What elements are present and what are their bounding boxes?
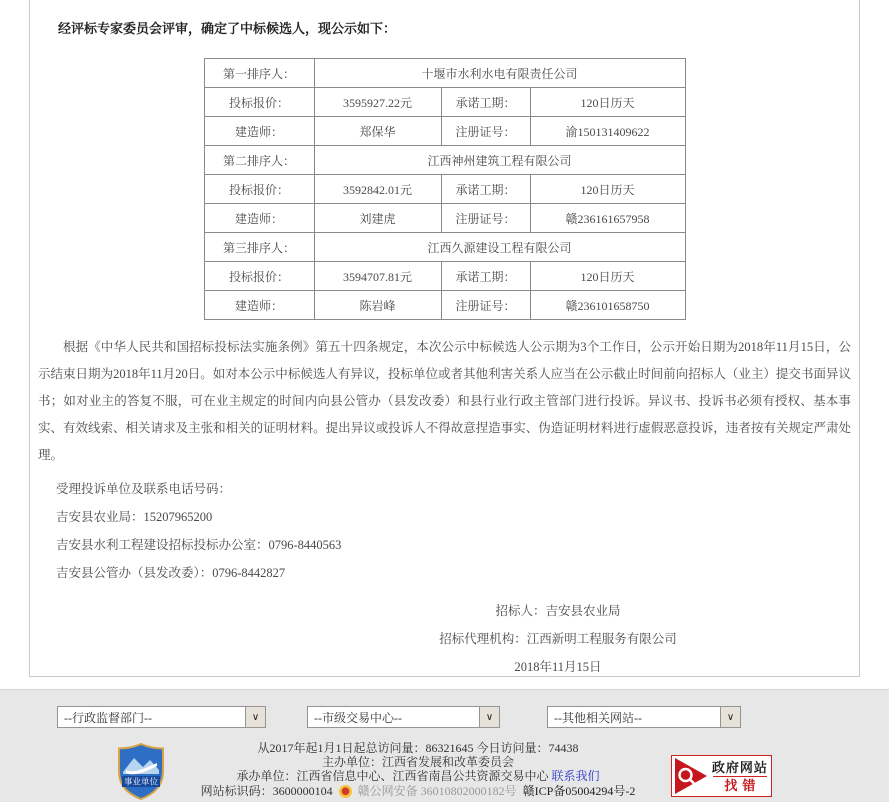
dropdown-value: --其他相关网站-- (554, 710, 642, 725)
company-cell: 十堰市水利水电有限责任公司 (314, 59, 685, 88)
organizer-line (201, 769, 636, 783)
gov-badge-title: 政府网站 (711, 759, 768, 775)
complaint-contact: 吉安县农业局：15207965200 (56, 510, 213, 524)
police-record-link[interactable]: 赣公网安备 36010802000182号 (357, 784, 517, 798)
builder-cell: 郑保华 (314, 117, 441, 146)
table-row (204, 117, 685, 146)
company-cell: 江西久源建设工程有限公司 (314, 233, 685, 262)
period-cell: 120日历天 (530, 88, 685, 117)
table-row (204, 88, 685, 117)
complaints-title: 受理投诉单位及联系电话号码： (56, 482, 232, 496)
complaint-contact: 吉安县水利工程建设招标投标办公室：0796-8440563 (56, 538, 342, 552)
footer-info (201, 741, 636, 798)
find-error-magnifier-icon (674, 757, 708, 795)
icp-record: 赣ICP备05004294号-2 (522, 784, 636, 798)
dropdown-related-sites[interactable] (547, 706, 741, 728)
candidates-table (204, 58, 686, 320)
gov-site-error-badge[interactable] (671, 755, 772, 797)
chevron-down-icon: ∨ (245, 707, 265, 727)
rank-label-cell: 第一排序人： (204, 59, 314, 88)
complaint-contact: 吉安县公管办（县发改委）：0796-8442827 (56, 566, 286, 580)
host-unit: 主办单位：江西省发展和改革委员会 (321, 755, 514, 769)
cert-cell: 渝150131409622 (530, 117, 685, 146)
signature-block (343, 597, 773, 681)
cert-label-cell: 注册证号： (441, 204, 530, 233)
date-line: 2018年11月15日 (514, 660, 602, 674)
organizer-unit: 承办单位：江西省信息中心、江西省南昌公共资源交易中心 (236, 769, 549, 783)
agency-line: 招标代理机构：江西新明工程服务有限公司 (439, 632, 677, 646)
period-cell: 120日历天 (530, 175, 685, 204)
cert-cell: 赣236101658750 (530, 291, 685, 320)
site-footer (0, 689, 889, 802)
builder-cell: 陈岩峰 (314, 291, 441, 320)
dropdown-admin-supervision[interactable] (57, 706, 266, 728)
dropdown-value: --行政监督部门-- (64, 710, 152, 725)
price-label-cell: 投标报价： (204, 262, 314, 291)
builder-label-cell: 建造师： (204, 291, 314, 320)
contact-us-link[interactable]: 联系我们 (551, 769, 600, 783)
price-cell: 3592842.01元 (314, 175, 441, 204)
price-cell: 3594707.81元 (314, 262, 441, 291)
chevron-down-icon: ∨ (479, 707, 499, 727)
chevron-down-icon: ∨ (720, 707, 740, 727)
price-cell: 3595927.22元 (314, 88, 441, 117)
records-line (201, 784, 636, 798)
period-label-cell: 承诺工期： (441, 262, 530, 291)
period-label-cell: 承诺工期： (441, 88, 530, 117)
footer-main (0, 741, 889, 800)
cert-cell: 赣236161657958 (530, 204, 685, 233)
period-cell: 120日历天 (530, 262, 685, 291)
notice-paragraph: 根据《中华人民共和国招标投标法实施条例》第五十四条规定，本次公示中标候选人公示期为3个工作日，公示开始日期为2018年11月15日，公示结束日期为2018年11月20日。如对本公示中标候选人有异议，投标单位或者其他利害关系人应当在公示截止时间前向招标人（业主）提交书面异议书；如对业主的答复不服，可在业主规定的时间内向县公管办（县发改委）和县行业行政主管部门进行投诉。异议书、投诉书必须有授权、基本事实、有效线索、相关请求及主张和相关的证明材料。提出异议或投诉人不得故意捏造事实、伪造证明材料进行虚假恶意投诉，违者按有关规定严肃处理。 (38, 340, 851, 462)
tenderer-line: 招标人：吉安县农业局 (495, 604, 621, 618)
site-code: 网站标识码：3600000104 (200, 784, 333, 798)
rank-label-cell: 第二排序人： (204, 146, 314, 175)
period-label-cell: 承诺工期： (441, 175, 530, 204)
public-institution-badge[interactable] (117, 743, 165, 800)
table-row (204, 59, 685, 88)
builder-cell: 刘建虎 (314, 204, 441, 233)
builder-label-cell: 建造师： (204, 117, 314, 146)
gov-badge-text (708, 759, 771, 794)
shield-badge-label: 事业单位 (123, 776, 158, 787)
cert-label-cell: 注册证号： (441, 291, 530, 320)
price-label-cell: 投标报价： (204, 88, 314, 117)
table-row (204, 204, 685, 233)
dropdown-value: --市级交易中心-- (314, 710, 402, 725)
footer-link-dropdowns (0, 690, 889, 728)
builder-label-cell: 建造师： (204, 204, 314, 233)
cert-label-cell: 注册证号： (441, 117, 530, 146)
shield-icon (117, 743, 165, 800)
company-cell: 江西神州建筑工程有限公司 (314, 146, 685, 175)
table-row (204, 233, 685, 262)
price-label-cell: 投标报价： (204, 175, 314, 204)
announcement-document (29, 0, 860, 677)
rank-label-cell: 第三排序人： (204, 233, 314, 262)
table-row (204, 175, 685, 204)
dropdown-city-trade-centers[interactable] (307, 706, 500, 728)
police-badge-icon (339, 785, 352, 798)
table-row (204, 291, 685, 320)
intro-text: 经评标专家委员会评审，确定了中标候选人，现公示如下： (58, 21, 397, 36)
table-row (204, 262, 685, 291)
complaints-block (56, 475, 859, 587)
table-row (204, 146, 685, 175)
gov-badge-action: 找错 (724, 777, 761, 793)
visit-stats: 从2017年起1月1日起总访问量：86321645 今日访问量：74438 (257, 741, 579, 755)
